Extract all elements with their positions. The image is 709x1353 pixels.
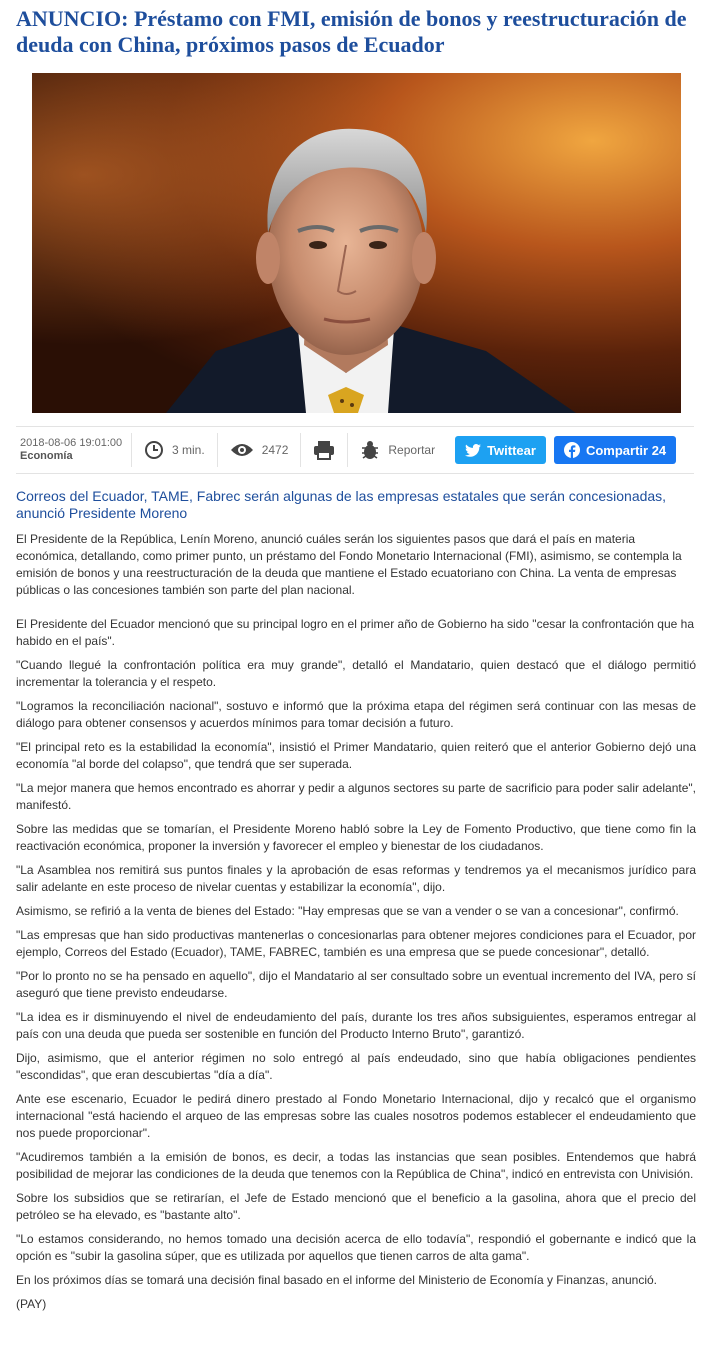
publish-info	[16, 433, 132, 467]
article-lead: Correos del Ecuador, TAME, Fabrec serán algunas de las empresas estatales que serán concesionadas, anunció Presidente Moreno	[16, 488, 667, 521]
report-button[interactable]	[348, 433, 447, 467]
article-paragraph: "El principal reto es la estabilidad la economía", insistió el Primer Mandatario, quien reiteró que el anterior Gobierno dejó una economía "al borde del colapso", que tendrá que ser superada.	[16, 740, 696, 771]
article-paragraph: "Por lo pronto no se ha pensado en aquello", dijo el Mandatario al ser consultado sobre un eventual incremento del IVA, pero sí aseguró que tiene previsto endeudarse.	[16, 969, 696, 1000]
article-paragraph: "Cuando llegué la confrontación política era muy grande", detalló el Mandatario, quien destacó que el diálogo permitió incrementar la tolerancia y el respeto.	[16, 658, 696, 689]
article-paragraph: Asimismo, se refirió a la venta de bienes del Estado: "Hay empresas que se van a vender o se van a concesionar", confirmó.	[16, 904, 679, 918]
publish-date: 2018-08-06 19:01:00	[20, 437, 123, 449]
article-paragraph: "Logramos la reconciliación nacional", sostuvo e informó que la próxima etapa del régimen será continuar con las mesas de diálogo para obtener consensos y acuerdos mínimos para tomar decisión a futuro.	[16, 699, 696, 730]
print-button[interactable]	[301, 433, 348, 467]
article-paragraph: Sobre las medidas que se tomarían, el Presidente Moreno habló sobre la Ley de Fomento Productivo, que tiene como fin la reactivación económica, proponer la inversión y favorecer el empleo y bienestar de los ciudadanos.	[16, 822, 696, 853]
tweet-button[interactable]	[455, 436, 546, 464]
facebook-share-button[interactable]	[554, 436, 676, 464]
article-paragraph: (PAY)	[16, 1297, 47, 1311]
views	[218, 433, 302, 467]
facebook-share-label[interactable]: Compartir 24	[585, 442, 667, 458]
article-paragraph: "Acudiremos también a la emisión de bonos, es decir, a todas las instancias que sean posibles. Entendemos que habrá posibilidad de mejorar las condiciones de la deuda que tenemos con la República de China", indicó en entrevista con Univisión.	[16, 1150, 696, 1181]
article-title: ANUNCIO: Préstamo con FMI, emisión de bonos y reestructuración de deuda con China, próximos pasos de Ecuador	[16, 6, 687, 57]
report-label[interactable]: Reportar	[388, 443, 436, 457]
article-paragraph: "Lo estamos considerando, no hemos tomado una decisión acerca de ello todavía", respondió el gobernante e indicó que la opción es "subir la gasolina súper, que es utilizada por aquellos que tienen carros de alta gama".	[16, 1232, 696, 1263]
article-paragraph: El Presidente de la República, Lenín Moreno, anunció cuáles serán los siguientes pasos que dará el país en materia económica, detallando, como primer punto, un préstamo del Fondo Monetario Internacional (FMI), asimismo, se contempla la emisión de bonos y una reestructuración de la deuda que mantiene el Estado ecuatoriano con China. La venta de empresas públicas o las concesiones también son parte del plan nacional.	[16, 532, 682, 597]
tweet-label[interactable]: Twittear	[487, 442, 536, 458]
article-paragraph: "La idea es ir disminuyendo el nivel de endeudamiento del país, durante los tres años subsiguientes, esperamos entregar al país con una deuda que pueda ser sostenible en función del Producto Interno Bruto", garantizó.	[16, 1010, 696, 1041]
twitter-icon	[465, 444, 481, 457]
article-paragraph: Dijo, asimismo, que el anterior régimen no solo entregó al país endeudado, sino que había obligaciones pendientes "escondidas", que eran descubiertas "día a día".	[16, 1051, 696, 1082]
article-paragraph: Sobre los subsidios que se retirarían, el Jefe de Estado mencionó que el beneficio a la gasolina, ahora que el precio del petróleo se ha elevado, es "bastante alto".	[16, 1191, 696, 1222]
article-paragraph: En los próximos días se tomará una decisión final basado en el informe del Ministerio de Economía y Finanzas, anunció.	[16, 1273, 658, 1287]
article-body	[16, 531, 696, 1320]
read-time	[132, 433, 218, 467]
article-paragraph: El Presidente del Ecuador mencionó que su principal logro en el primer año de Gobierno ha sido "cesar la confrontación que ha habido en el país".	[16, 617, 695, 648]
article-paragraph: "La Asamblea nos remitirá sus puntos finales y la aprobación de esas reformas y tendremos ya el mecanismos jurídico para salir adelante en este proceso de nivelar cuentas y estabilizar la economía", dijo.	[16, 863, 696, 894]
read-time-value: 3 min.	[172, 443, 205, 457]
views-count: 2472	[261, 443, 289, 457]
clock-icon	[144, 440, 164, 460]
bug-icon	[360, 440, 380, 460]
article-paragraph: "Las empresas que han sido productivas mantenerlas o concesionarlas para obtener mejores condiciones para el Ecuador, por ejemplo, Correos del Estado (Ecuador), TAME, FABREC, también es una empresa que se puede concesionar", detalló.	[16, 928, 696, 959]
article-paragraph: Ante ese escenario, Ecuador le pedirá dinero prestado al Fondo Monetario Internacional, dijo y recalcó que el organismo internacional "está haciendo el arqueo de las empresas sobre las cuales nosotros podemos establecer el endeudamiento que nos puede proporcionar".	[16, 1092, 696, 1140]
article-meta-bar	[16, 426, 694, 474]
article-category: Economía	[20, 450, 73, 462]
article-paragraph: "La mejor manera que hemos encontrado es ahorrar y pedir a algunos sectores su parte de sacrificio para poder salir adelante", manifestó.	[16, 781, 696, 812]
print-icon[interactable]	[313, 440, 335, 460]
facebook-icon	[564, 442, 580, 458]
eye-icon	[230, 442, 254, 458]
article-photo	[16, 73, 694, 413]
